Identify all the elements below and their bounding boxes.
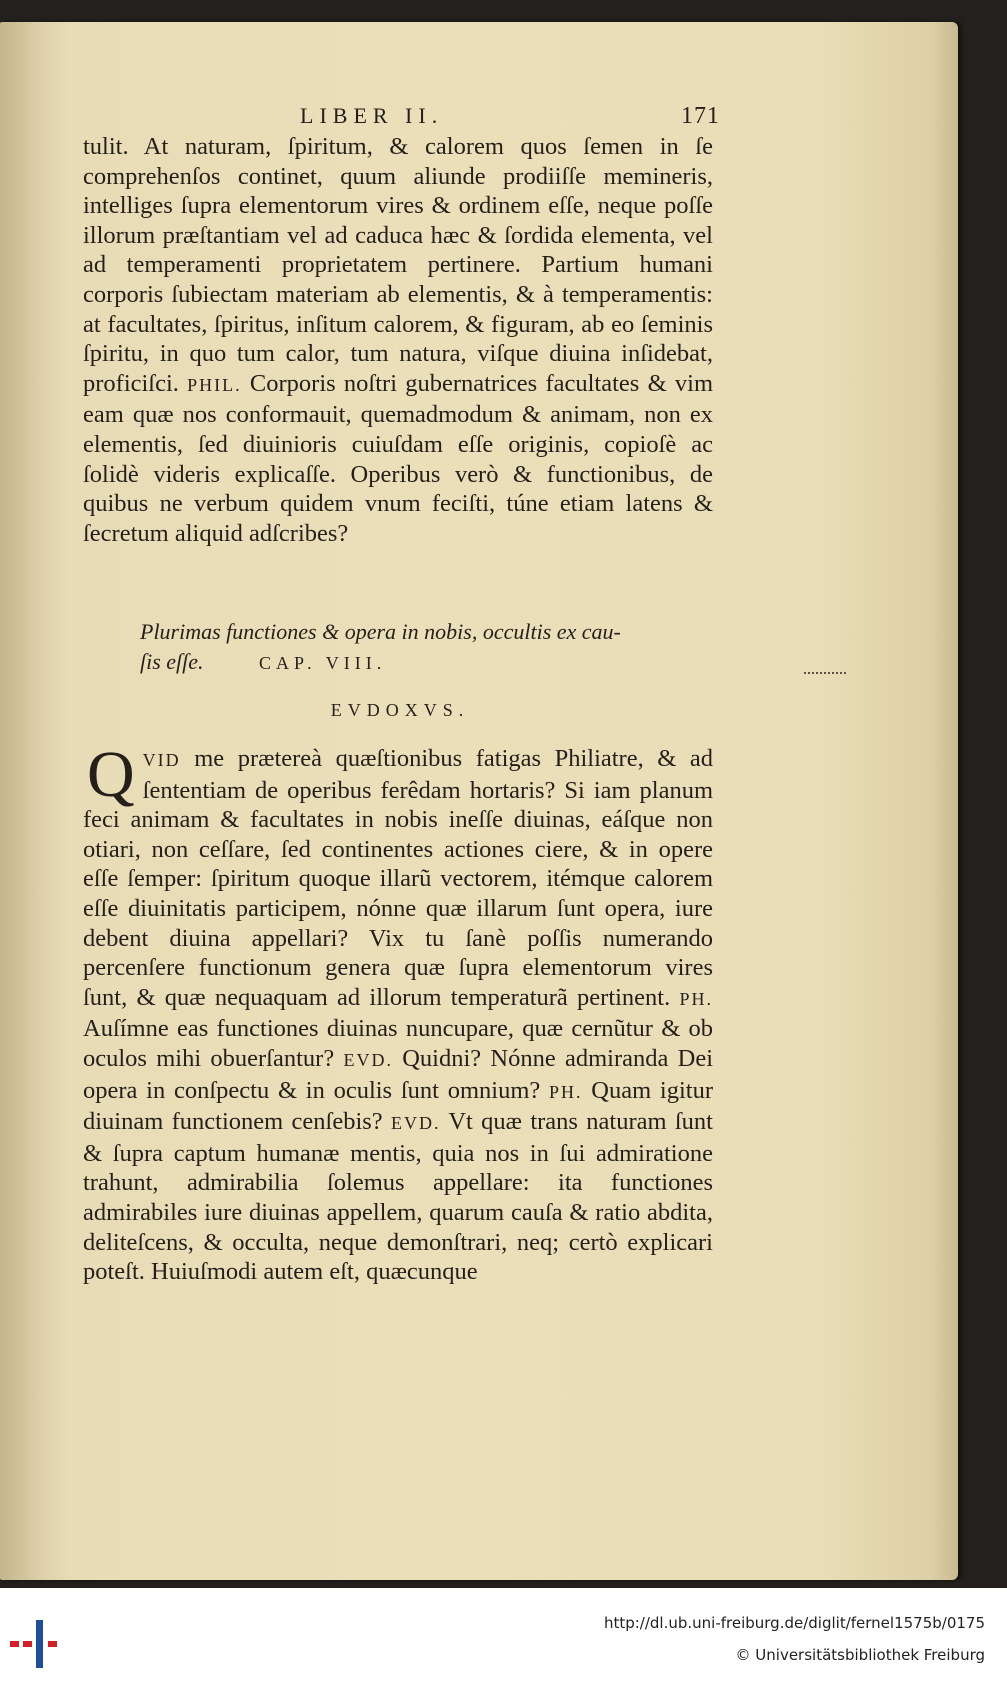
- speaker-tag: PH.: [549, 1081, 583, 1102]
- text-run: tulit. At naturam, ſpiritum, & calorem quos ſemen in ſe comprehenſos continet, quum aliunde prodiiſſe memineris, intelliges ſupra elementorum vires & ordinem eſſe, neque poſſe illorum præſtantiam vel ad caduca hæc & ſordida elementa, vel ad temperamenti proprietatem pertinere. Partium humani corporis ſubiectam materiam ab elementis, & à temperamentis: at facultates, ſpiritus, inſitum calorem, & figuram, ab eo ſeminis ſpiritu, in quo tum calor, tum natura, viſque diuina inſidebat, proficiſci.: [83, 133, 713, 397]
- text-run: Quam igitur diuinam functionem cenſebis?: [83, 1076, 714, 1136]
- chapter-number: CAP. VIII.: [259, 653, 387, 673]
- text-run: Vt quæ trans naturam ſunt & ſupra captum humanæ mentis, quia nos in ſui admiratione trahunt, admirabilia ſolemus appellare: ita functiones admirabiles iure diuinas appellem, quarum cauſa & ratio abdita, deliteſcens, & occulta, neque demonſtrari, neq; certò explicari poteſt. Huiuſmodi autem eſt, quæcunque: [83, 1108, 713, 1286]
- text-run: Auſímne eas functiones diuinas nuncupare, quæ cernũtur & ob oculos mihi obuerſantur?: [83, 1015, 713, 1072]
- chapter-title-end: ſis eſſe.: [140, 649, 204, 674]
- speaker-heading: EVDOXVS.: [330, 700, 470, 720]
- chapter-title-line: [140, 647, 700, 678]
- margin-mark: [804, 672, 846, 676]
- body-text-section-2: [83, 738, 714, 1287]
- permalink-url[interactable]: http://dl.ub.uni-freiburg.de/diglit/fernel1575b/0175: [603, 1614, 985, 1632]
- copyright-notice: © Universitätsbibliothek Freiburg: [735, 1646, 985, 1664]
- speaker-tag: EVD.: [390, 1113, 441, 1134]
- speaker-tag: PH.: [679, 988, 714, 1009]
- speaker-tag: PHIL.: [187, 374, 242, 395]
- chapter-title-line: Plurimas functiones & opera in nobis, occultis ex cau-: [140, 619, 621, 644]
- library-logo-icon: [10, 1614, 64, 1672]
- text-run: me prætereà quæſtionibus fatigas Philiatre, & ad ſententiam de operibus ferêdam hortaris? Si iam planum feci animam & facultates in nobis ineſſe diuinas, eáſque non otiari, non ceſſare, ſed continentes actiones ciere, & in opere eſſe ſemper: ſpiritum quoque illarũ vectorem, itémque calorem eſſe diuinitatis participem, nónne quæ illarum ſunt opera, iure debent diuina appellari? Vix tu ſanè poſſis numerando percenſere functionum genera quæ ſupra elementorum vires ſunt, & quæ nequaquam ad illorum temperaturã pertinent.: [83, 745, 713, 1011]
- paragraph: [83, 132, 713, 548]
- chapter-heading: [140, 617, 700, 678]
- speaker-tag: EVD.: [343, 1049, 393, 1070]
- running-title: LIBER II.: [300, 103, 444, 128]
- drop-cap: Q: [87, 738, 135, 811]
- text-run: Corporis noſtri gubernatrices facultates & vim eam quæ nos conformauit, quemadmodum & animam, non ex elementis, ſed diuinioris cuiuſdam eſſe originis, copioſè ac ſolidè videris explicaſſe. Operibus verò & functionibus, de quibus ne verbum quidem vnum feciſti, túne etiam latens & ſecretum aliquid adſcribes?: [83, 369, 713, 547]
- paragraph: [83, 738, 714, 1287]
- opening-small-caps: VID: [142, 750, 181, 770]
- viewer-footer: [0, 1588, 1007, 1685]
- body-text-section-1: [83, 132, 713, 548]
- gutter-shadow: [0, 22, 70, 1580]
- page-number: 171: [681, 103, 720, 129]
- text-run: Quidni? Nónne admiranda Dei opera in conſpectu & in oculis ſunt omnium?: [83, 1044, 713, 1104]
